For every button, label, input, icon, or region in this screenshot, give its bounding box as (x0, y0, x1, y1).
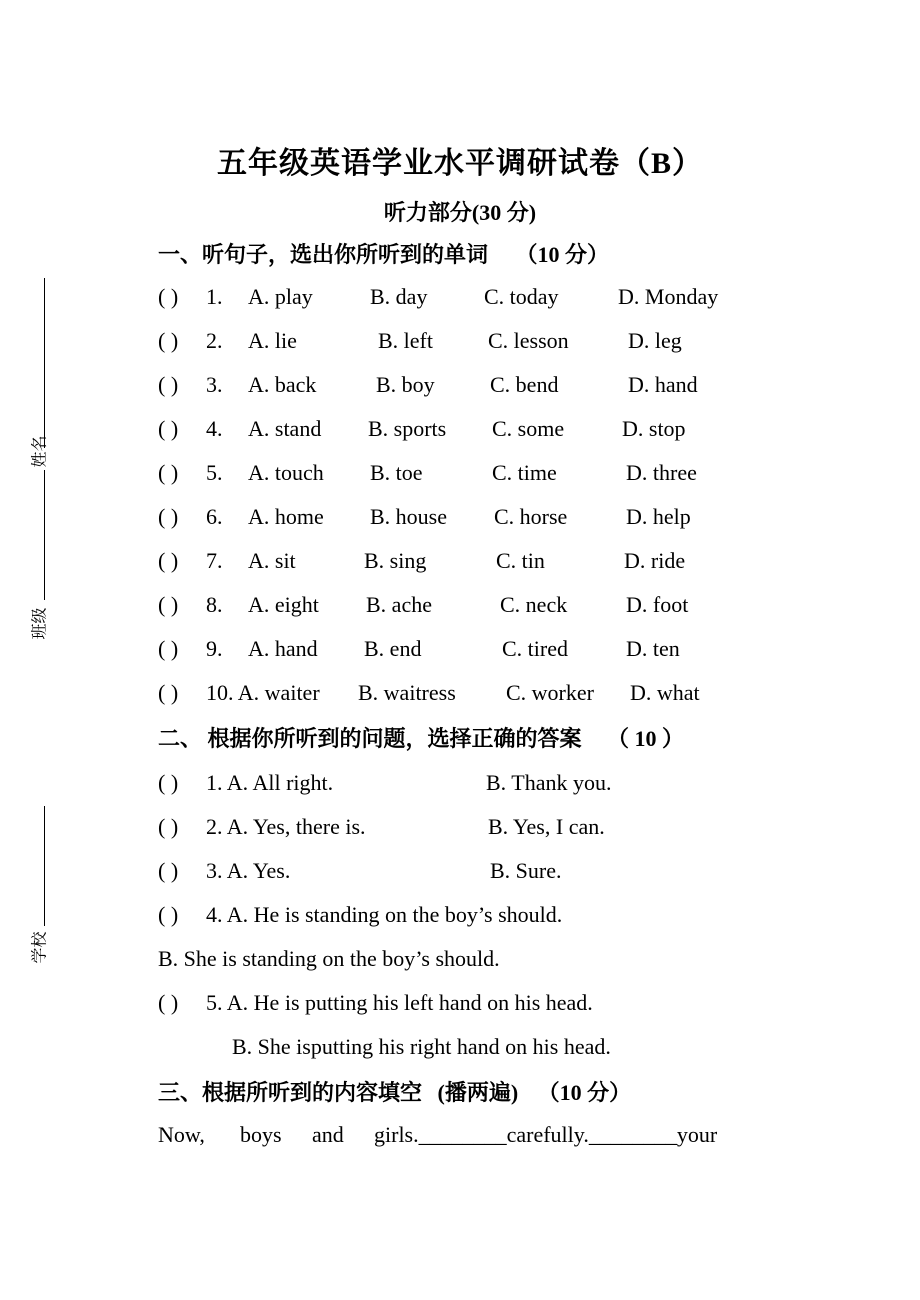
option-d: D. stop (622, 416, 686, 441)
answer-bracket[interactable]: ( ) (158, 460, 179, 485)
option-a: A. home (248, 504, 324, 529)
option-c: C. horse (494, 504, 568, 529)
name-label: 姓名 (31, 435, 49, 468)
section1-item (158, 546, 758, 576)
option-c: C. time (492, 460, 557, 485)
section2-option-b: B. She isputting his right hand on his head. (232, 1034, 611, 1059)
option-b: B. waitress (358, 680, 456, 705)
answer-bracket[interactable]: ( ) (158, 902, 179, 927)
answer-bracket[interactable]: ( ) (158, 548, 179, 573)
option-d: D. what (630, 680, 700, 705)
option-b: B. sing (364, 548, 427, 573)
fill-word: boys (240, 1122, 282, 1147)
option-d: D. hand (628, 372, 698, 397)
option-b: B. end (364, 636, 422, 661)
answer-bracket[interactable]: ( ) (158, 328, 179, 353)
option-a: 3. A. Yes. (206, 858, 291, 883)
school-label: 学校 (31, 931, 49, 964)
class-label: 班级 (31, 607, 49, 640)
option-d: D. help (626, 504, 691, 529)
section-subtitle: 听力部分(30 分) (383, 200, 537, 225)
option-b: B. day (370, 284, 428, 309)
option-b: B. left (378, 328, 433, 353)
section2-item (158, 812, 858, 842)
question-number: 1. (206, 284, 223, 309)
option-c: C. worker (506, 680, 594, 705)
question-number: 8. (206, 592, 223, 617)
option-d: D. Monday (618, 284, 719, 309)
answer-bracket[interactable]: ( ) (158, 592, 179, 617)
option-a: 1. A. All right. (206, 770, 334, 795)
section2-item (158, 856, 858, 886)
question-number: 2. (206, 328, 223, 353)
section3-score: （10 分） (537, 1080, 632, 1105)
section2-heading (158, 722, 684, 753)
answer-bracket[interactable]: ( ) (158, 636, 179, 661)
option-b: B. Sure. (490, 858, 562, 883)
question-number: 10. A. waiter (206, 680, 320, 705)
option-b: B. house (370, 504, 447, 529)
option-b: B. ache (366, 592, 432, 617)
option-c: C. bend (490, 372, 559, 397)
fill-in-line (158, 1120, 768, 1150)
option-a: A. back (248, 372, 317, 397)
section1-score: （10 分） (515, 242, 610, 267)
answer-bracket[interactable]: ( ) (158, 770, 179, 795)
answer-bracket[interactable]: ( ) (158, 858, 179, 883)
section1-item (158, 326, 758, 356)
question-number: 9. (206, 636, 223, 661)
option-a: A. eight (248, 592, 319, 617)
answer-bracket[interactable]: ( ) (158, 284, 179, 309)
option-a: A. sit (248, 548, 296, 573)
option-a: 4. A. He is standing on the boy’s should. (206, 902, 563, 927)
section2-item (158, 988, 858, 1018)
fill-blank-text[interactable]: girls.________carefully.________your (374, 1122, 718, 1147)
option-b: B. Thank you. (486, 770, 612, 795)
school-line (44, 806, 45, 926)
section2-score: （ 10 ） (607, 726, 685, 751)
option-a: A. play (248, 284, 313, 309)
section3-heading (158, 1076, 631, 1107)
section1-heading (158, 238, 609, 269)
question-number: 7. (206, 548, 223, 573)
option-c: C. neck (500, 592, 568, 617)
option-c: C. lesson (488, 328, 569, 353)
option-d: D. ride (624, 548, 686, 573)
section1-item (158, 590, 758, 620)
section2-option-b: B. She is standing on the boy’s should. (158, 946, 500, 971)
answer-bracket[interactable]: ( ) (158, 416, 179, 441)
section3-heading-text: 三、根据所听到的内容填空 (158, 1080, 423, 1105)
section3-note: (播两遍) (437, 1080, 519, 1105)
fill-word: Now, (158, 1122, 205, 1147)
option-c: C. tired (502, 636, 568, 661)
question-number: 3. (206, 372, 223, 397)
option-d: D. foot (626, 592, 689, 617)
section1-item (158, 370, 758, 400)
answer-bracket[interactable]: ( ) (158, 990, 179, 1015)
section1-item (158, 458, 758, 488)
option-d: D. ten (626, 636, 680, 661)
answer-bracket[interactable]: ( ) (158, 814, 179, 839)
page-title: 五年级英语学业水平调研试卷（B） (216, 147, 703, 180)
option-c: C. today (484, 284, 559, 309)
section1-item (158, 502, 758, 532)
option-c: C. tin (496, 548, 545, 573)
option-a: 2. A. Yes, there is. (206, 814, 366, 839)
section2-item (158, 768, 858, 798)
answer-bracket[interactable]: ( ) (158, 372, 179, 397)
section2-item (158, 900, 858, 930)
section1-item (158, 414, 758, 444)
section1-heading-text: 一、听句子，选出你所听到的单词 (158, 242, 489, 267)
question-number: 5. (206, 460, 223, 485)
section1-item (158, 282, 758, 312)
name-line (44, 278, 45, 448)
question-number: 6. (206, 504, 223, 529)
section2-heading-text: 二、 根据你所听到的问题，选择正确的答案 (158, 726, 582, 751)
option-b: B. boy (376, 372, 435, 397)
question-number: 4. (206, 416, 223, 441)
option-a: A. lie (248, 328, 297, 353)
option-b: B. sports (368, 416, 447, 441)
option-d: D. leg (628, 328, 682, 353)
option-b: B. Yes, I can. (488, 814, 605, 839)
answer-bracket[interactable]: ( ) (158, 680, 179, 705)
fill-word: and (312, 1122, 344, 1147)
option-a: A. hand (248, 636, 318, 661)
answer-bracket[interactable]: ( ) (158, 504, 179, 529)
section1-item (158, 678, 758, 708)
option-a: A. stand (248, 416, 322, 441)
section1-item (158, 634, 758, 664)
class-line (44, 470, 45, 600)
option-a: A. touch (248, 460, 324, 485)
option-b: B. toe (370, 460, 423, 485)
option-c: C. some (492, 416, 565, 441)
option-a: 5. A. He is putting his left hand on his head. (206, 990, 593, 1015)
option-d: D. three (626, 460, 697, 485)
